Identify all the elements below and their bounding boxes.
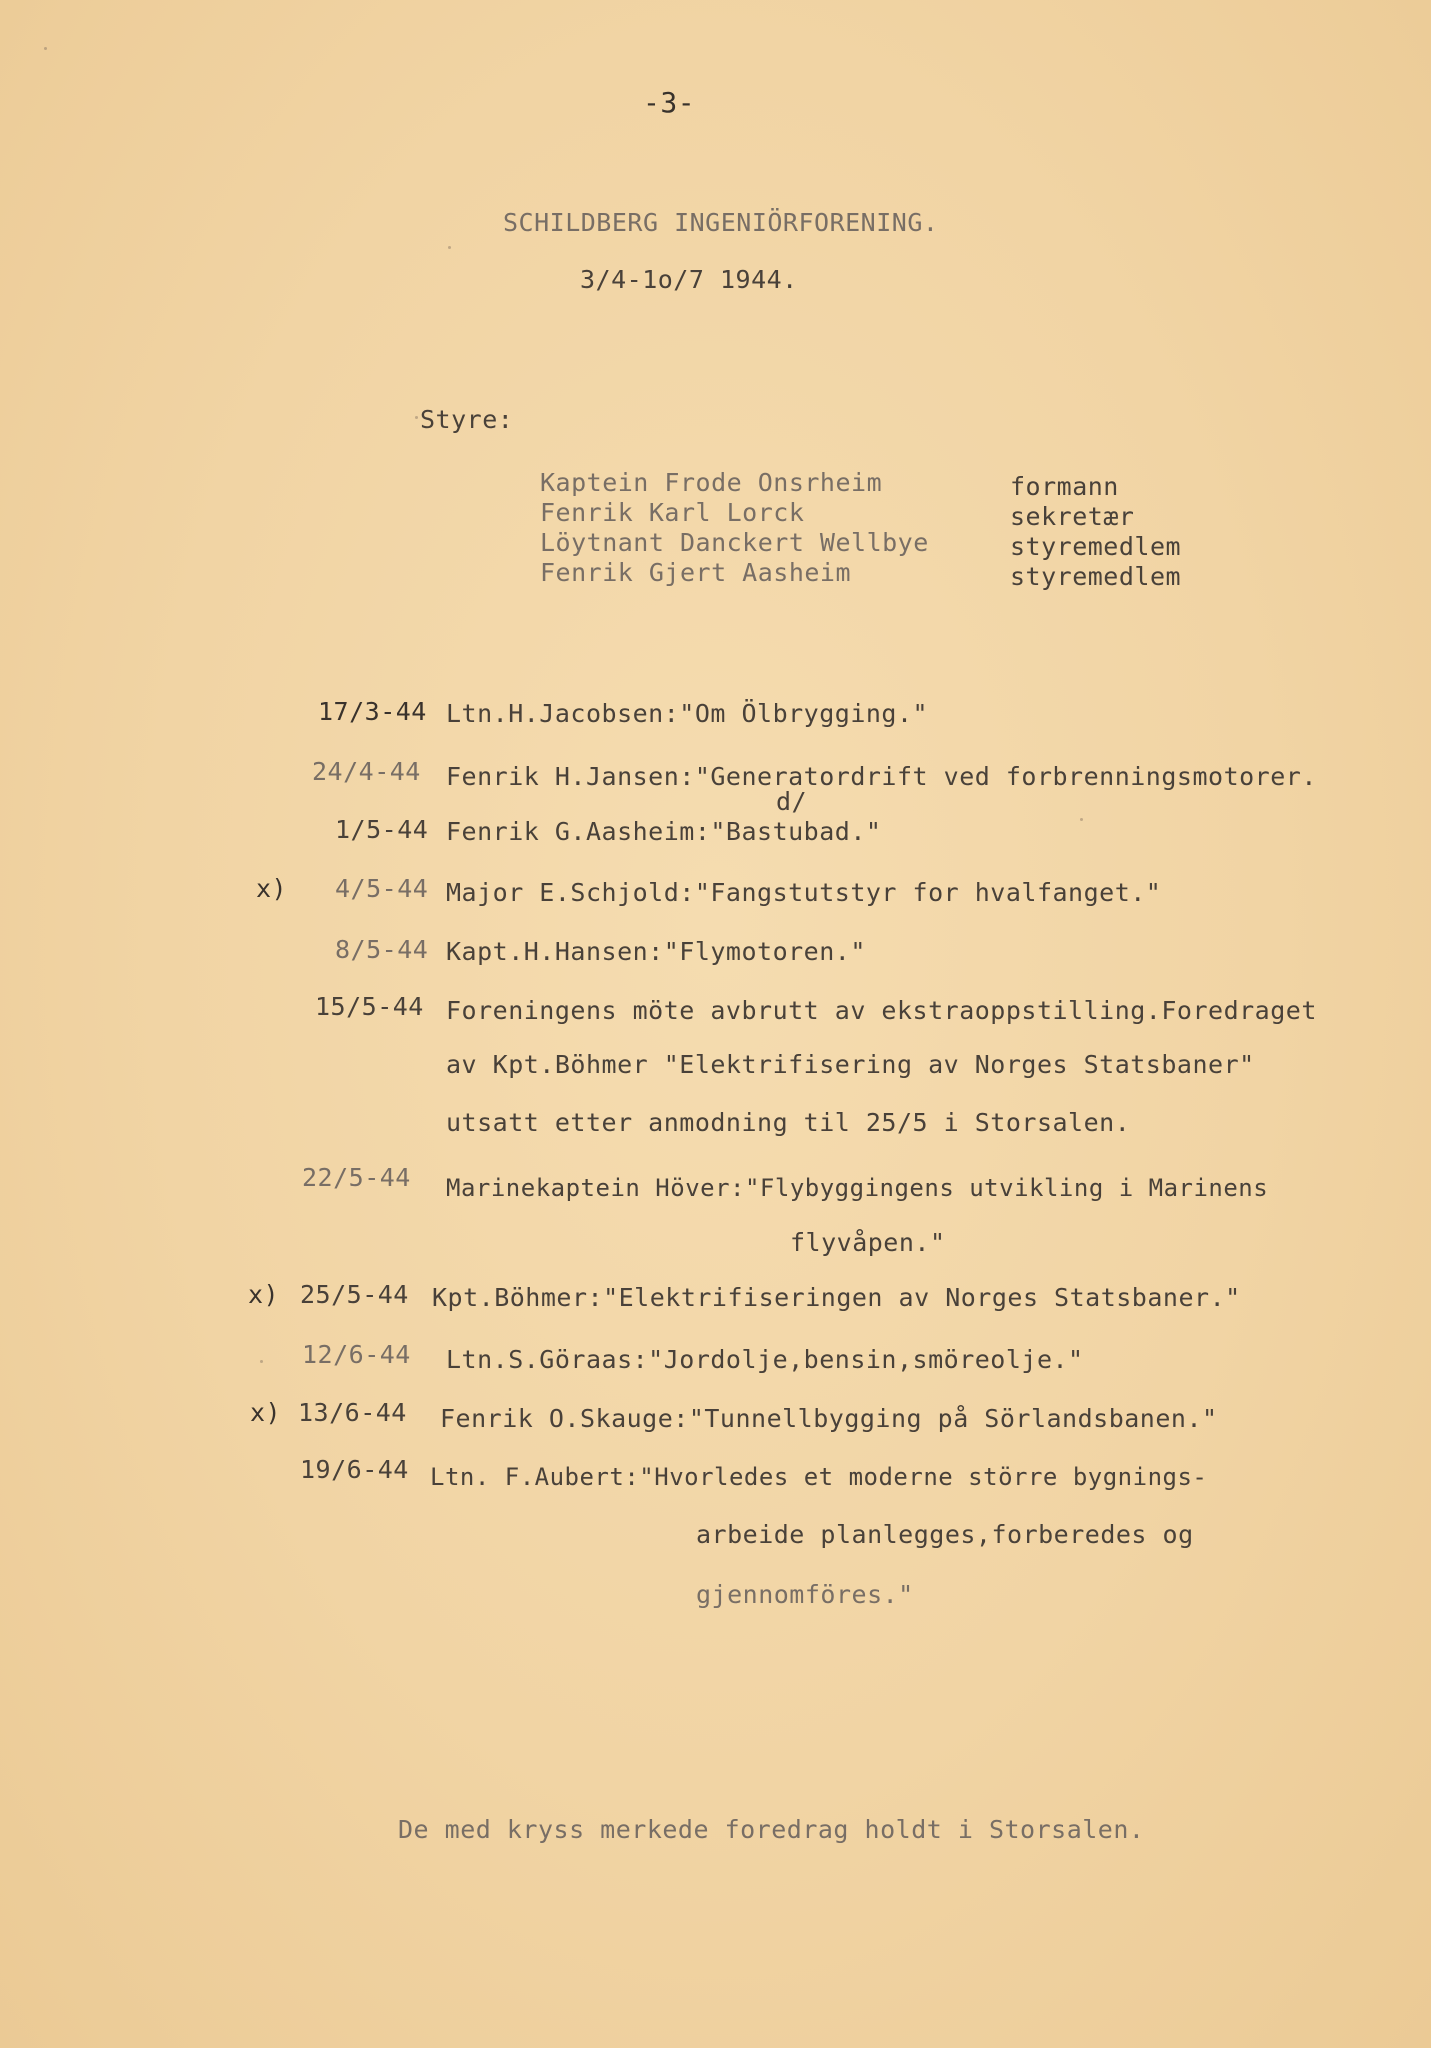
board-member-name: Löytnant Danckert Wellbye (540, 528, 929, 557)
lecture-text: Ltn.S.Göraas:"Jordolje,bensin,smöreolje." (446, 1345, 1084, 1374)
lecture-text-continued: av Kpt.Böhmer "Elektrifisering av Norges Statsbaner" (446, 1050, 1255, 1079)
lecture-text: Fenrik G.Aasheim:"Bastubad." (446, 817, 882, 846)
board-member-role: styremedlem (1010, 562, 1182, 591)
lecture-text: Foreningens möte avbrutt av ekstraoppstilling.Foredraget (446, 996, 1317, 1025)
document-title: SCHILDBERG INGENIÖRFORENING. (503, 208, 939, 237)
lecture-annotation: d/ (776, 787, 808, 816)
lecture-date: 1/5-44 (335, 815, 429, 844)
lecture-date: 17/3-44 (318, 697, 427, 726)
lecture-text-continued: gjennomföres." (696, 1580, 914, 1609)
lecture-date: 12/6-44 (302, 1340, 411, 1369)
lecture-text: Ltn.H.Jacobsen:"Om Ölbrygging." (446, 699, 929, 728)
paper-speck (260, 1360, 263, 1363)
paper-speck (44, 47, 47, 50)
board-member-name: Fenrik Gjert Aasheim (540, 558, 852, 587)
footer-note: De med kryss merkede foredrag holdt i Storsalen. (398, 1815, 1145, 1844)
lecture-date: 19/6-44 (300, 1455, 409, 1484)
lecture-mark: x) (248, 1280, 280, 1309)
lecture-date: 13/6-44 (298, 1398, 407, 1427)
paper-speck (448, 246, 451, 249)
board-member-name: Fenrik Karl Lorck (540, 498, 805, 527)
paper-speck (1080, 818, 1083, 821)
lecture-text: Fenrik O.Skauge:"Tunnellbygging på Sörlandsbanen." (440, 1404, 1218, 1433)
board-member-role: sekretær (1010, 502, 1135, 531)
lecture-date: 8/5-44 (335, 935, 429, 964)
lecture-text: Kapt.H.Hansen:"Flymotoren." (446, 937, 866, 966)
lecture-mark: x) (250, 1398, 282, 1427)
lecture-date: 25/5-44 (300, 1280, 409, 1309)
lecture-text: Kpt.Böhmer:"Elektrifiseringen av Norges Statsbaner." (432, 1283, 1241, 1312)
lecture-text: Major E.Schjold:"Fangstutstyr for hvalfanget." (446, 878, 1162, 907)
board-member-name: Kaptein Frode Onsrheim (540, 468, 883, 497)
board-member-role: formann (1010, 472, 1119, 501)
lecture-text: Ltn. F.Aubert:"Hvorledes et moderne större bygnings- (430, 1463, 1208, 1491)
lecture-text: Marinekaptein Höver:"Flybyggingens utvikling i Marinens (446, 1174, 1269, 1202)
lecture-date: 4/5-44 (335, 874, 429, 903)
document-period: 3/4-1o/7 1944. (580, 265, 798, 294)
board-member-role: styremedlem (1010, 532, 1182, 561)
paper-speck (415, 416, 418, 419)
lecture-text-continued: flyvåpen." (790, 1228, 946, 1257)
board-label: Styre: (420, 405, 514, 434)
lecture-date: 24/4-44 (312, 757, 421, 786)
lecture-mark: x) (256, 874, 288, 903)
page-number: -3- (643, 86, 696, 119)
lecture-date: 22/5-44 (302, 1163, 411, 1192)
lecture-text-continued: arbeide planlegges,forberedes og (696, 1520, 1194, 1549)
lecture-text-continued: utsatt etter anmodning til 25/5 i Storsalen. (446, 1108, 1131, 1137)
lecture-text: Fenrik H.Jansen:"Generatordrift ved forbrenningsmotorer. (446, 762, 1317, 791)
lecture-date: 15/5-44 (315, 992, 424, 1021)
